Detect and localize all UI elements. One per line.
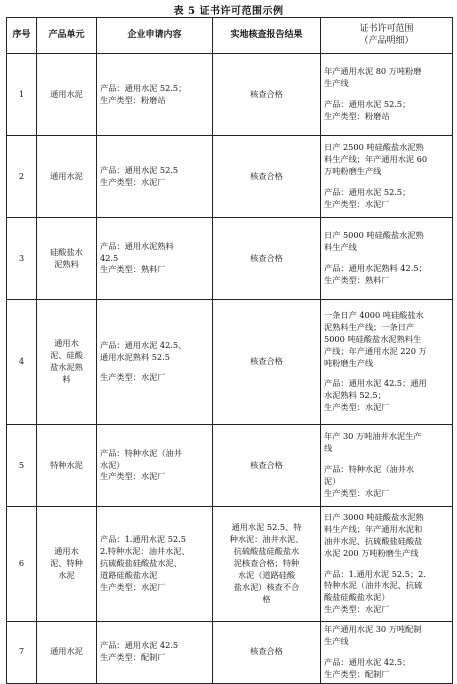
product-unit-cell	[37, 218, 97, 300]
row-number-cell	[7, 425, 37, 507]
application-content-line: 产品：通用水泥熟料	[100, 240, 174, 251]
row-number: 7	[18, 646, 25, 657]
license-scope-line: 产品：通用水泥 52.5；	[324, 99, 411, 109]
license-scope-line: 生产类型：配制厂	[324, 668, 390, 679]
license-scope-line: 产品：通用水泥 42.5；通用	[324, 378, 427, 389]
inspection-result-line: 水泥（道路硅酸	[237, 569, 296, 580]
license-scope-line: 日产 2500 吨硅酸盐水泥熟	[324, 142, 424, 153]
spacer	[324, 90, 449, 99]
license-scope-line: 特种水泥（油井水泥、抗硫	[324, 580, 423, 591]
header-content: 企业申请内容	[97, 18, 213, 54]
application-content-cell	[97, 54, 213, 136]
license-scope-line: 料生产线；年产通用水泥和	[324, 523, 423, 534]
license-scope-line: 年产 30 万吨油井水泥生产	[324, 431, 422, 442]
license-scope-line: 生产类型：水泥厂	[324, 487, 390, 498]
row-number-cell	[7, 218, 37, 300]
application-content-cell	[97, 622, 213, 684]
application-content-line: 2.特种水泥：油井水泥、	[100, 546, 190, 557]
application-content-line: 通用水泥熟料 52.5	[100, 351, 170, 362]
product-unit-line: 通用水	[54, 546, 79, 557]
inspection-result-line: 核查合格	[250, 356, 283, 367]
inspection-result-cell	[213, 425, 321, 507]
product-unit-line: 硅酸盐水	[50, 246, 83, 257]
license-scope-line: 产品：通用水泥熟料 42.5；	[324, 263, 427, 273]
row-number: 6	[18, 558, 25, 569]
application-content-line: 产品：特种水泥（油井	[100, 447, 182, 458]
license-scope-line: 产品：通用水泥 52.5；	[324, 186, 411, 197]
product-unit-line: 盐水泥熟	[50, 362, 83, 372]
spacer	[324, 369, 449, 378]
header-scope-title: 证书许可范围	[359, 23, 414, 34]
license-scope-line: 5000 吨硅酸盐水泥熟料生	[324, 333, 422, 344]
license-scope-line: 日产 5000 吨硅酸盐水泥熟	[324, 230, 424, 241]
inspection-result-cell	[213, 507, 321, 622]
inspection-result-line: 核查合格	[250, 459, 283, 470]
row-number-cell	[7, 54, 37, 136]
product-unit-cell	[37, 507, 97, 622]
header-scope-subtitle: （产品明细）	[359, 35, 414, 46]
inspection-result-line: 通用水泥 52.5、特	[231, 522, 302, 533]
license-scope-line: 泥熟料生产线；一条日产	[324, 321, 415, 332]
inspection-result-line: 泥核查合格；特种	[233, 558, 300, 569]
inspection-result-cell	[213, 218, 321, 300]
product-unit-line: 通用水泥	[50, 170, 83, 181]
table-row	[7, 218, 453, 300]
license-scope-line: 一条日产 4000 吨硅酸盐水	[324, 309, 424, 320]
spacer	[324, 648, 449, 657]
spacer	[324, 178, 449, 187]
product-unit-line: 通用水泥	[50, 88, 83, 99]
spacer	[100, 363, 209, 372]
table-row	[7, 425, 453, 507]
application-content-line: 42.5	[100, 252, 119, 263]
inspection-result-line: 核查合格	[250, 252, 283, 263]
license-scope-line: 产线；年产通用水泥 220 万	[324, 345, 427, 356]
header-unit: 产品单元	[37, 18, 97, 54]
inspection-result-line: 抗硫酸盐硅酸盐水	[233, 546, 300, 557]
product-unit-cell	[37, 425, 97, 507]
application-content-line: 生产类型：熟料厂	[100, 264, 166, 275]
row-number-cell	[7, 300, 37, 425]
table-header-row	[7, 18, 453, 54]
table-row	[7, 54, 453, 136]
license-scope-cell	[321, 136, 453, 218]
table-row	[7, 300, 453, 425]
license-scope-line: 料生产线；年产通用水泥 60	[324, 154, 428, 165]
license-scope-cell	[321, 622, 453, 684]
inspection-result-line: 核查合格	[250, 88, 283, 99]
license-scope-line: 水泥熟料 52.5；	[324, 390, 386, 401]
product-unit-cell	[37, 300, 97, 425]
license-scope-cell	[321, 218, 453, 300]
spacer	[324, 560, 449, 569]
license-scope-line: 产品：特种水泥（油井水	[324, 464, 415, 475]
spacer	[324, 254, 449, 263]
header-no: 序号	[7, 18, 37, 54]
inspection-result-line: 核查合格	[250, 646, 283, 657]
application-content-line: 水泥）	[100, 459, 125, 470]
license-scope-line: 生产线	[324, 635, 349, 646]
application-content-line: 生产类型：水泥厂	[100, 581, 166, 592]
application-content-line: 抗硫酸盐硅酸盐水泥、	[100, 558, 182, 569]
license-scope-line: 水泥 200 万吨粉磨生产线	[324, 547, 419, 558]
row-number: 3	[18, 252, 25, 263]
row-number-cell	[7, 622, 37, 684]
product-unit-line: 泥、特种	[50, 558, 83, 569]
license-scope-line: 日产 3000 吨硅酸盐水泥熟	[324, 511, 424, 522]
license-scope-cell	[321, 507, 453, 622]
license-scope-cell	[321, 300, 453, 425]
row-number: 5	[18, 459, 25, 470]
inspection-result-cell	[213, 54, 321, 136]
application-content-line: 生产类型：水泥厂	[100, 176, 166, 187]
license-scope-line: 生产类型：水泥厂	[324, 402, 390, 413]
application-content-line: 产品：通用水泥 52.5	[100, 164, 179, 175]
application-content-cell	[97, 218, 213, 300]
table-row	[7, 507, 453, 622]
license-scope-line: 年产通用水泥 30 万吨配制	[324, 624, 422, 634]
license-scope-line: 生产类型：熟料厂	[324, 274, 390, 285]
row-number-cell	[7, 507, 37, 622]
license-scope-line: 酸盐硅酸盐水泥）	[324, 592, 390, 603]
license-scope-line: 生产类型：水泥厂	[324, 604, 390, 615]
application-content-line: 产品：通用水泥 52.5；	[100, 82, 187, 93]
inspection-result-line: 格	[262, 593, 271, 604]
application-content-line: 生产类型：水泥厂	[100, 372, 166, 383]
application-content-line: 生产类型：水泥厂	[100, 471, 166, 482]
product-unit-line: 料	[62, 373, 71, 384]
license-scope-line: 生产线	[324, 78, 349, 89]
application-content-line: 生产类型：粉磨站	[100, 94, 166, 105]
license-scope-line: 油井水泥、抗硫酸盐硅酸盐	[324, 535, 423, 546]
license-scope-line: 生产类型：水泥厂	[324, 198, 390, 209]
product-unit-line: 通用水泥	[50, 646, 83, 657]
product-unit-line: 特种水泥	[50, 459, 83, 470]
application-content-line: 道路硅酸盐水泥	[100, 569, 158, 580]
application-content-line: 生产类型：配制厂	[100, 652, 166, 663]
product-unit-line: 通用水	[54, 338, 79, 349]
spacer	[324, 455, 449, 464]
application-content-line: 产品：通用水泥 42.5、	[100, 339, 187, 350]
license-scope-line: 万吨粉磨生产线	[324, 166, 382, 177]
application-content-cell	[97, 425, 213, 507]
license-scope-line: 产品：1.通用水泥 52.5；2.	[324, 568, 426, 579]
product-unit-line: 泥、硅酸	[50, 350, 83, 361]
application-content-cell	[97, 507, 213, 622]
application-content-cell	[97, 136, 213, 218]
license-scope-line: 年产通用水泥 80 万吨粉磨	[324, 66, 422, 77]
inspection-result-cell	[213, 136, 321, 218]
header-result: 实地核查报告结果	[213, 18, 321, 54]
license-scope-table	[6, 17, 453, 684]
header-scope	[321, 18, 453, 54]
inspection-result-line: 核查合格	[250, 170, 283, 181]
license-scope-line: 生产类型：粉磨站	[324, 110, 390, 121]
product-unit-line: 泥熟料	[54, 258, 79, 269]
inspection-result-line: 种水泥：油井水泥、	[229, 534, 304, 545]
license-scope-line: 线	[324, 443, 333, 454]
inspection-result-cell	[213, 622, 321, 684]
product-unit-line: 水泥	[58, 569, 75, 580]
license-scope-line: 产品：通用水泥 42.5；	[324, 656, 411, 667]
license-scope-cell	[321, 425, 453, 507]
application-content-cell	[97, 300, 213, 425]
row-number: 4	[18, 356, 25, 367]
license-scope-cell	[321, 54, 453, 136]
inspection-result-line: 盐水泥）核查不合	[233, 581, 300, 592]
table-body	[7, 54, 453, 684]
table-caption: 表 5 证书许可范围示例	[173, 6, 284, 17]
license-scope-line: 料生产线	[324, 242, 357, 253]
row-number-cell	[7, 136, 37, 218]
product-unit-cell	[37, 622, 97, 684]
inspection-result-cell	[213, 300, 321, 425]
application-content-line: 产品：1.通用水泥 52.5	[100, 534, 186, 545]
product-unit-cell	[37, 136, 97, 218]
license-scope-line: 吨粉磨生产线	[324, 357, 374, 368]
table-row	[7, 136, 453, 218]
application-content-line: 产品：通用水泥 42.5	[100, 640, 179, 651]
table-row	[7, 622, 453, 684]
license-scope-line: 泥）	[324, 475, 341, 486]
row-number: 1	[18, 88, 25, 99]
product-unit-cell	[37, 54, 97, 136]
row-number: 2	[18, 170, 25, 181]
